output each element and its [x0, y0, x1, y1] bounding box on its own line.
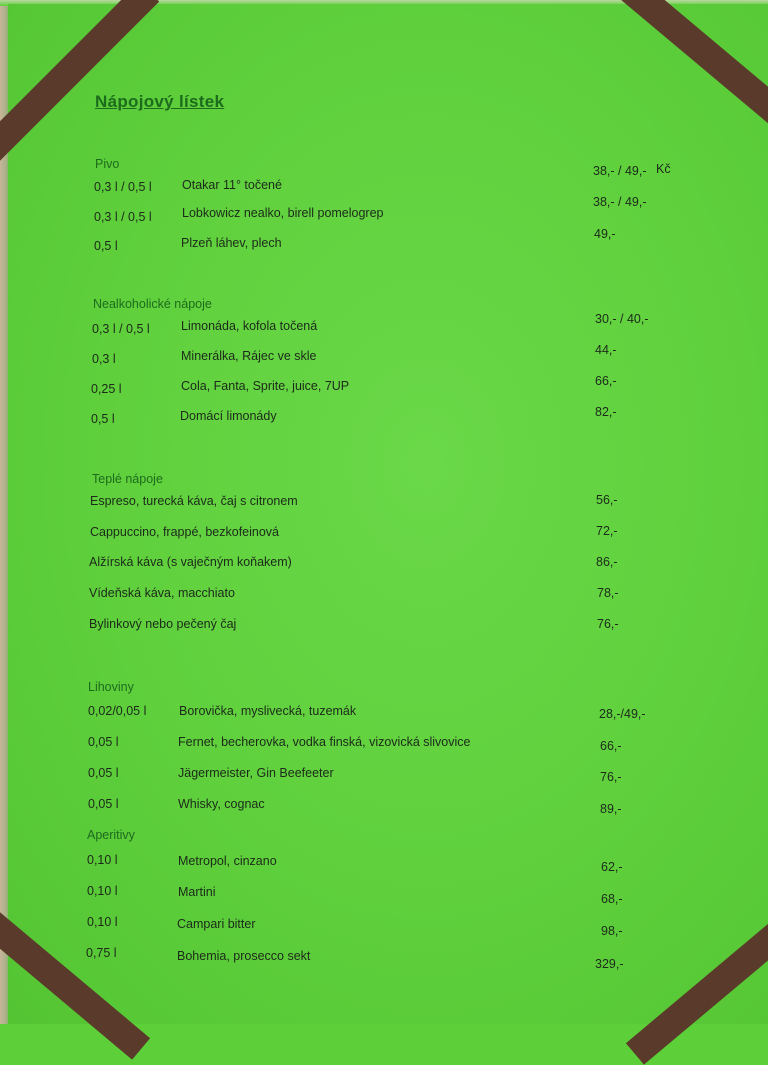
corner-strap-top-right [621, 0, 768, 148]
item-price: 68,- [601, 892, 623, 906]
item-name: Vídeňská káva, macchiato [89, 586, 235, 600]
item-volume: 0,3 l / 0,5 l [94, 180, 152, 194]
item-price: 44,- [595, 343, 617, 357]
item-price: 56,- [596, 493, 618, 507]
item-name: Minerálka, Rájec ve skle [181, 349, 317, 363]
item-name: Fernet, becherovka, vodka finská, vizovická slivovice [178, 735, 471, 749]
item-volume: 0,3 l / 0,5 l [94, 210, 152, 224]
item-name: Espreso, turecká káva, čaj s citronem [90, 494, 298, 508]
item-name: Jägermeister, Gin Beefeeter [178, 766, 334, 780]
item-price: 86,- [596, 555, 618, 569]
item-volume: 0,25 l [91, 382, 122, 396]
item-volume: 0,10 l [87, 853, 118, 867]
item-price: 66,- [595, 374, 617, 388]
item-name: Domácí limonády [180, 409, 277, 423]
item-name: Whisky, cognac [178, 797, 265, 811]
item-volume: 0,5 l [91, 412, 115, 426]
item-name: Borovička, myslivecká, tuzemák [179, 704, 357, 718]
item-price: 78,- [597, 586, 619, 600]
item-name: Cola, Fanta, Sprite, juice, 7UP [181, 379, 350, 393]
item-price: 38,- / 49,- [593, 195, 647, 209]
item-name: Bylinkový nebo pečený čaj [89, 617, 237, 631]
item-volume: 0,10 l [87, 915, 118, 929]
item-price: 62,- [601, 860, 623, 874]
item-name: Alžírská káva (s vaječným koňakem) [89, 555, 292, 569]
item-volume: 0,3 l / 0,5 l [92, 322, 150, 336]
item-price: 76,- [597, 617, 619, 631]
item-name: Limonáda, kofola točená [181, 319, 318, 333]
item-price: 72,- [596, 524, 618, 538]
item-name: Plzeň láhev, plech [181, 236, 282, 250]
item-name: Bohemia, prosecco sekt [177, 949, 311, 963]
item-price: 89,- [600, 802, 622, 816]
item-name: Cappuccino, frappé, bezkofeinová [90, 525, 280, 539]
item-price: 329,- [595, 957, 624, 971]
item-name: Metropol, cinzano [178, 854, 277, 868]
item-price: 38,- / 49,- [593, 164, 647, 178]
item-price: 66,- [600, 739, 622, 753]
section-heading-pivo: Pivo [95, 157, 120, 171]
item-volume: 0,05 l [88, 766, 119, 780]
item-volume: 0,05 l [88, 797, 119, 811]
item-volume: 0,02/0,05 l [88, 704, 147, 718]
item-volume: 0,5 l [94, 239, 118, 253]
section-heading-teple: Teplé nápoje [92, 472, 163, 486]
currency-label: Kč [656, 162, 671, 176]
menu-page [8, 4, 768, 1024]
item-volume: 0,75 l [86, 946, 117, 960]
corner-strap-bottom-right [626, 895, 768, 1064]
item-name: Lobkowicz nealko, birell pomelogrep [182, 206, 384, 220]
item-price: 49,- [594, 227, 616, 241]
item-price: 76,- [600, 770, 622, 784]
corner-strap-top-left [0, 0, 159, 164]
item-price: 28,-/49,- [599, 707, 646, 721]
item-volume: 0,3 l [92, 352, 116, 366]
item-price: 30,- / 40,- [595, 312, 649, 326]
menu-title: Nápojový lístek [95, 92, 225, 111]
item-price: 82,- [595, 405, 617, 419]
item-name: Martini [178, 885, 216, 899]
item-name: Campari bitter [177, 917, 256, 931]
section-heading-nealko: Nealkoholické nápoje [93, 297, 212, 311]
section-heading-aperitivy: Aperitivy [87, 828, 135, 842]
section-heading-lihoviny: Lihoviny [88, 680, 134, 694]
item-price: 98,- [601, 924, 623, 938]
item-volume: 0,10 l [87, 884, 118, 898]
item-name: Otakar 11° točené [182, 178, 282, 192]
item-volume: 0,05 l [88, 735, 119, 749]
corner-strap-bottom-left [0, 890, 150, 1059]
